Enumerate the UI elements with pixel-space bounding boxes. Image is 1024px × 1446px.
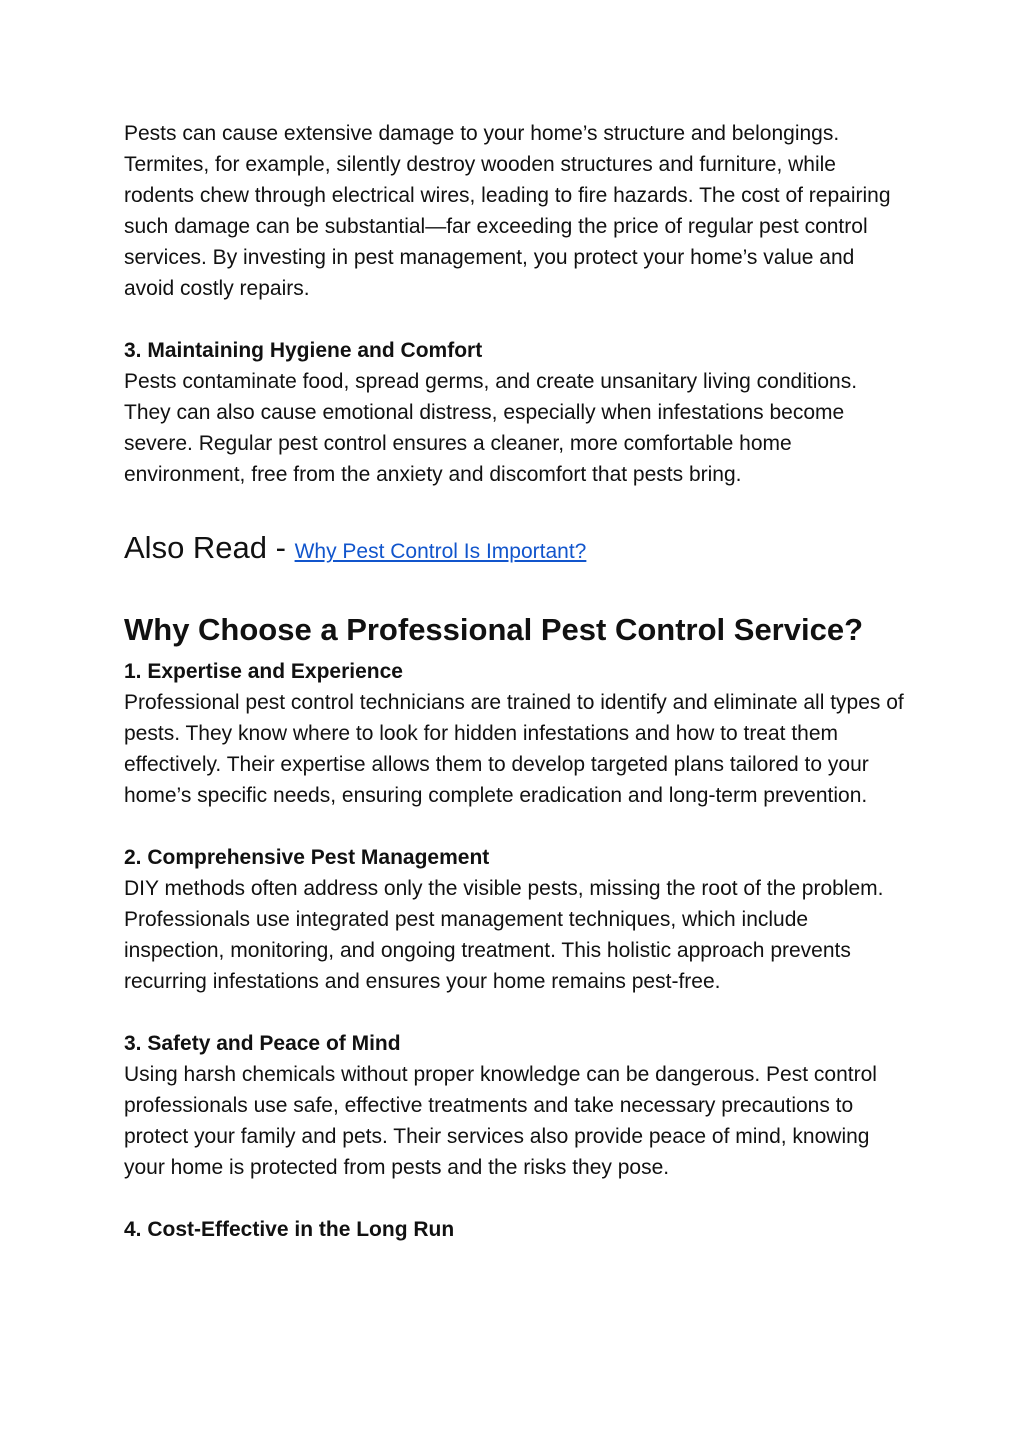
- item-title-expertise: 1. Expertise and Experience: [124, 660, 403, 683]
- also-read-line: [124, 528, 904, 572]
- spacer: [124, 1183, 904, 1214]
- why-choose-heading: Why Choose a Professional Pest Control Service?: [124, 612, 864, 647]
- intro-paragraph: Pests can cause extensive damage to your home’s structure and belongings. Termites, for example, silently destroy wooden structures and furniture, while rodents chew through electrical wires, leading to fire hazards. The cost of repairing such damage can be substantial—far exceeding the price of regular pest control services. By investing in pest management, you protect your home’s value and avoid costly repairs.: [124, 122, 891, 300]
- item-title-safety: 3. Safety and Peace of Mind: [124, 1032, 401, 1055]
- also-read-link[interactable]: Why Pest Control Is Important?: [294, 540, 587, 563]
- item-title-comprehensive: 2. Comprehensive Pest Management: [124, 846, 490, 869]
- spacer: [124, 997, 904, 1028]
- spacer: [124, 811, 904, 842]
- section-body-hygiene: Pests contaminate food, spread germs, and create unsanitary living conditions. They can also cause emotional distress, especially when infestations become severe. Regular pest control ensures a cleaner, more comfortable home environment, free from the anxiety and discomfort that pests bring.: [124, 370, 858, 486]
- section-heading-hygiene: 3. Maintaining Hygiene and Comfort: [124, 339, 483, 362]
- item-title-cost-effective: 4. Cost-Effective in the Long Run: [124, 1218, 455, 1241]
- item-body-comprehensive: DIY methods often address only the visible pests, missing the root of the problem. Professionals use integrated pest management techniques, which include inspection, monitoring, and ongoing treatment. This holistic approach prevents recurring infestations and ensures your home remains pest-free.: [124, 877, 884, 993]
- also-read-prefix: Also Read -: [124, 530, 295, 565]
- item-body-expertise: Professional pest control technicians are trained to identify and eliminate all types of pests. They know where to look for hidden infestations and how to treat them effectively. Their expertise allows them to develop targeted plans tailored to your home’s specific needs, ensuring complete eradication and long-term prevention.: [124, 691, 904, 807]
- item-body-safety: Using harsh chemicals without proper knowledge can be dangerous. Pest control professionals use safe, effective treatments and take necessary precautions to protect your family and pets. Their services also provide peace of mind, knowing your home is protected from pests and the risks they pose.: [124, 1063, 877, 1179]
- document-content: [124, 118, 904, 1245]
- spacer: [124, 304, 904, 335]
